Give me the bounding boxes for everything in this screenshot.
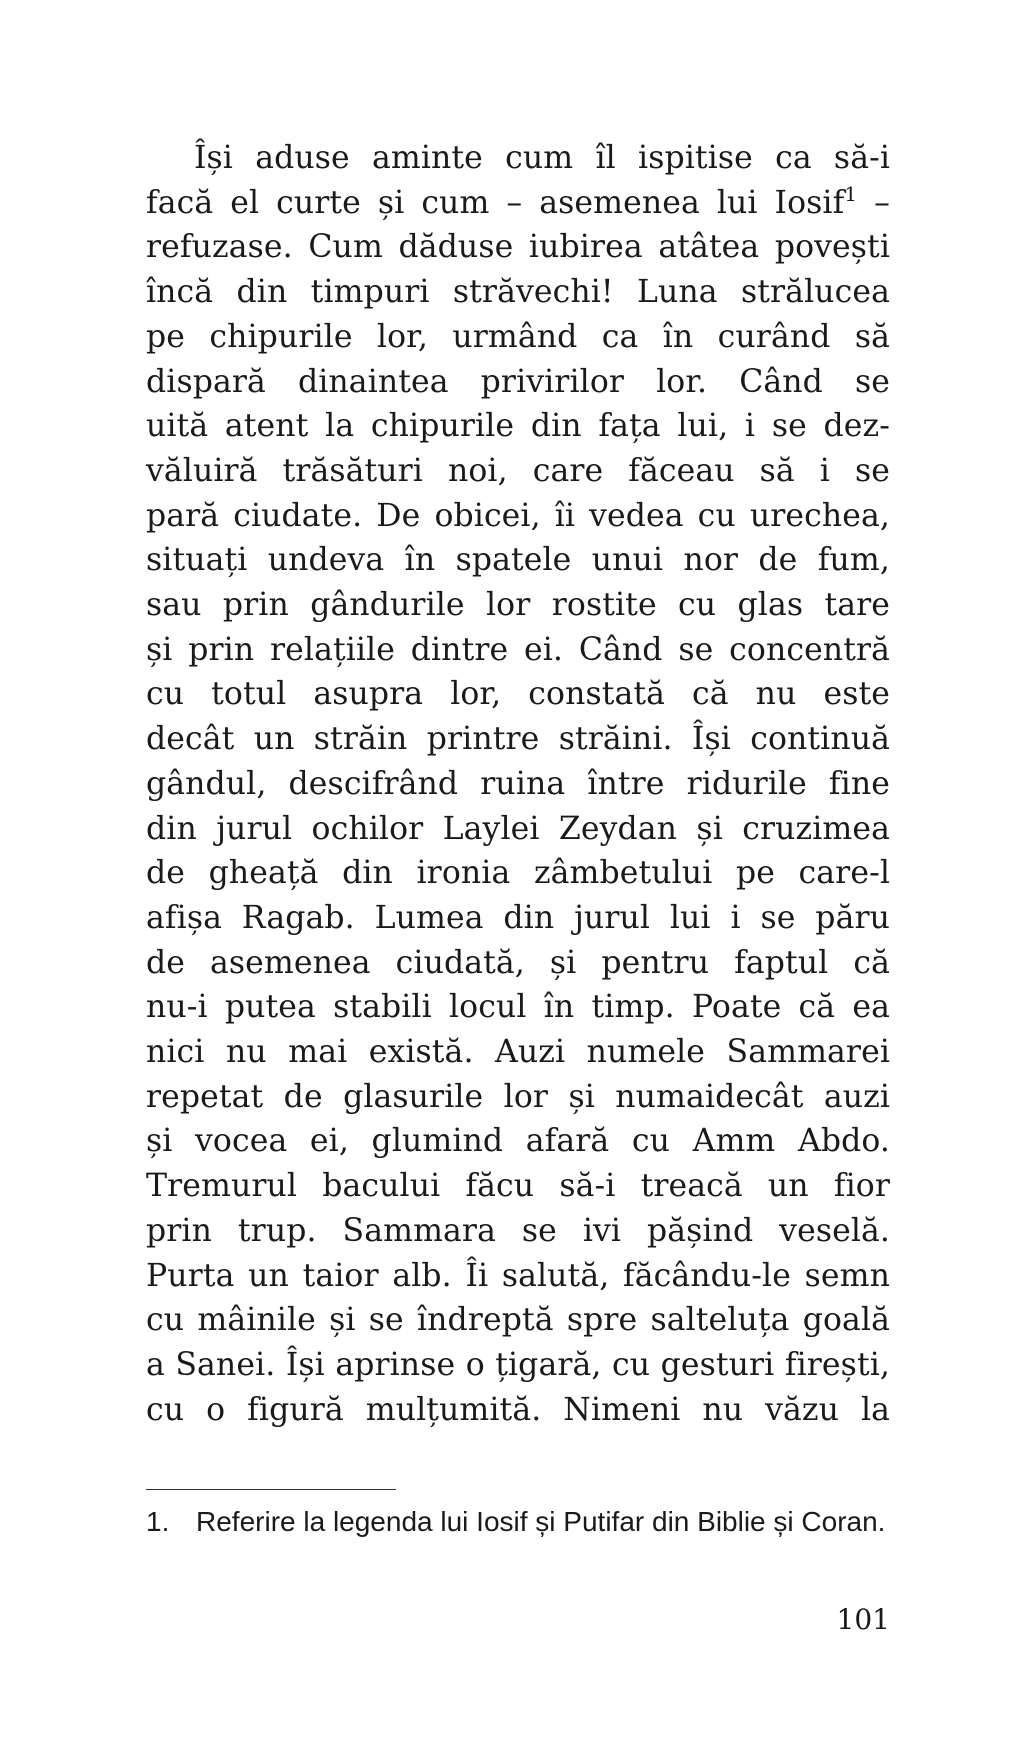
text-line-with-footnote-ref	[146, 181, 890, 226]
text-line: nu-i putea stabili locul în timp. Poate că ea	[146, 989, 890, 1026]
text-line: de gheață din ironia zâmbetului pe care-l	[146, 855, 890, 892]
text-line: gândul, descifrând ruina între ridurile fine	[146, 765, 890, 802]
text-line: văluiră trăsături noi, care făceau să i se	[146, 452, 890, 489]
text-line: a Sanei. Își aprinse o țigară, cu gesturi firești,	[146, 1346, 890, 1383]
text-line: facă el curte și cum – asemenea lui Iosif	[146, 184, 845, 221]
text-line: cu o figură mulțumită. Nimeni nu văzu la	[146, 1391, 890, 1428]
text-line: repetat de glasurile lor și numaidecât auzi	[146, 1078, 890, 1115]
text-line: dispară dinaintea privirilor lor. Când se	[146, 363, 890, 400]
text-line: prin trup. Sammara se ivi pășind veselă.	[146, 1212, 890, 1249]
text-line: Purta un taior alb. Îi salută, făcându-le semn	[146, 1257, 890, 1294]
footnote-number: 1.	[146, 1506, 170, 1537]
text-line: situați undeva în spatele unui nor de fum,	[146, 542, 890, 579]
text-line: cu totul asupra lor, constată că nu este	[146, 676, 890, 713]
text-line: încă din timpuri străvechi! Luna strălucea	[146, 274, 890, 311]
text-line: și prin relațiile dintre ei. Când se concentră	[146, 631, 890, 668]
text-line: nici nu mai există. Auzi numele Sammarei	[146, 1034, 890, 1071]
footnote-divider	[146, 1489, 396, 1490]
page-number: 101	[836, 1603, 890, 1636]
text-line: refuzase. Cum dăduse iubirea atâtea povești	[146, 229, 890, 266]
text-line: și vocea ei, glumind afară cu Amm Abdo.	[146, 1123, 890, 1160]
body-text	[146, 136, 890, 1432]
text-line: sau prin gândurile lor rostite cu glas tare	[146, 587, 890, 624]
footnote-text: Referire la legenda lui Iosif și Putifar din Biblie și Coran.	[196, 1506, 886, 1537]
text-line: de asemenea ciudată, și pentru faptul că	[146, 944, 890, 981]
text-line: Tremurul bacului făcu să-i treacă un fior	[146, 1168, 890, 1205]
text-line-tail: –	[857, 184, 891, 221]
text-line: din jurul ochilor Laylei Zeydan și cruzimea	[146, 810, 890, 847]
text-line: Își aduse aminte cum îl ispitise ca să-i	[194, 140, 890, 176]
text-line: afișa Ragab. Lumea din jurul lui i se păru	[146, 899, 890, 936]
text-line: pe chipurile lor, urmând ca în curând să	[146, 318, 890, 355]
text-line: uită atent la chipurile din fața lui, i se dez-	[146, 408, 890, 445]
text-line: pară ciudate. De obicei, îi vedea cu urechea,	[146, 497, 890, 534]
text-line: cu mâinile și se îndreptă spre salteluța goală	[146, 1302, 890, 1339]
text-line: decât un străin printre străini. Își continuă	[146, 721, 890, 758]
footnote-reference: 1	[844, 181, 858, 206]
